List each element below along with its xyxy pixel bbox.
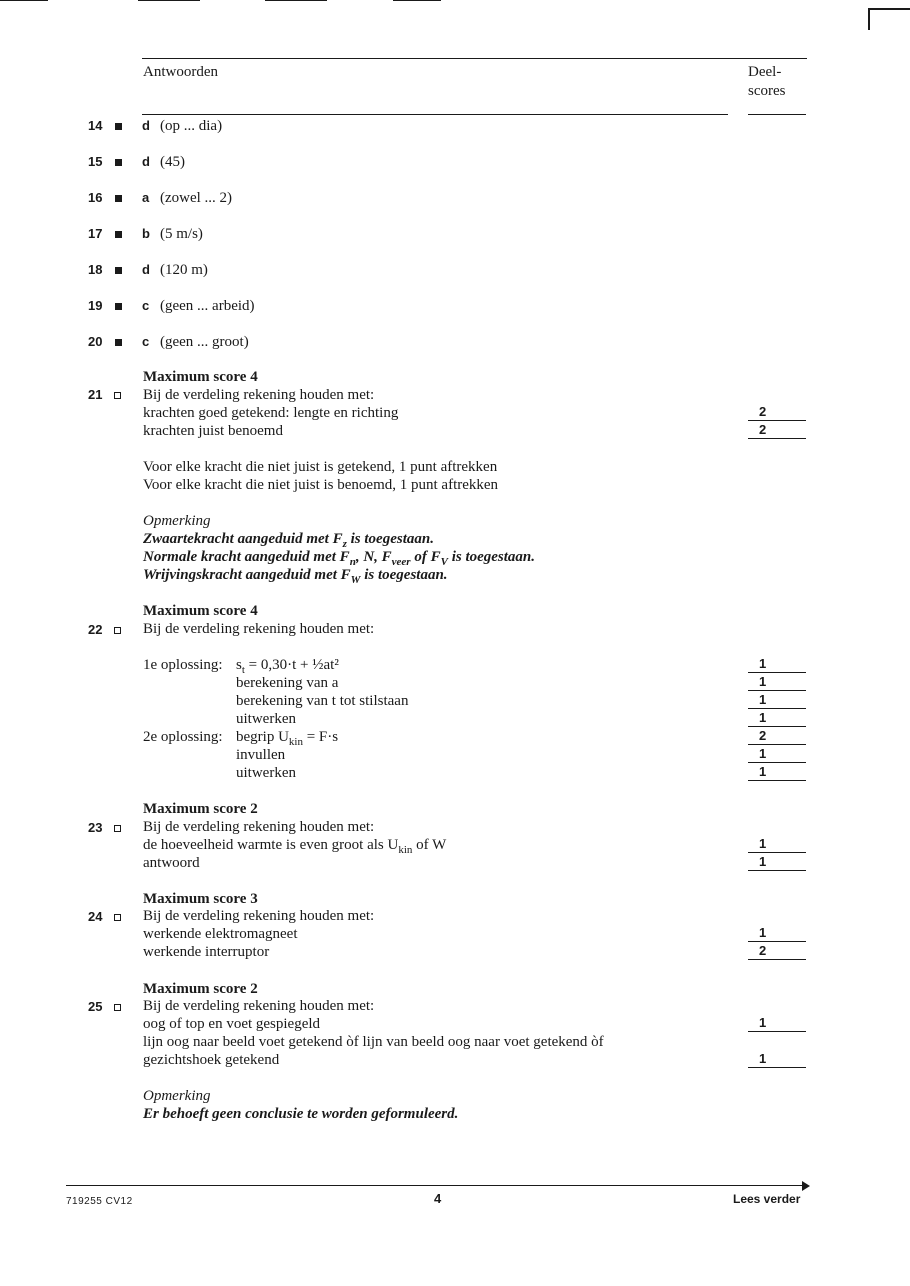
note-line: Normale kracht aangeduid met $F_n$, N, $F_{veer}$ of $F_V$ is toegestaan. [143, 549, 536, 568]
filled-square-icon [115, 195, 122, 202]
criteria-intro: Bij de verdeling rekening houden met: [143, 998, 375, 1014]
answer-letter: d [142, 154, 150, 169]
deduction-rule: Voor elke kracht die niet juist is getekend, 1 punt aftrekken [143, 459, 498, 475]
note-title: Opmerking [143, 513, 211, 529]
max-score-heading: Maximum score 2 [143, 801, 258, 817]
partial-score: 1 [748, 764, 806, 781]
partial-score: 1 [748, 746, 806, 763]
open-square-icon [114, 914, 121, 921]
mc-row [0, 117, 910, 135]
note-line: Er behoeft geen conclusie te worden geformuleerd. [143, 1106, 459, 1122]
criterion: werkende elektromagneet [143, 926, 298, 942]
partial-score: 1 [748, 836, 806, 853]
question-number: 14 [88, 118, 103, 133]
criterion: krachten goed getekend: lengte en richting [143, 405, 399, 421]
question-number: 15 [88, 154, 103, 169]
footer-rule [66, 1185, 804, 1186]
header-rule-bottom [748, 114, 806, 115]
max-score-heading: Maximum score 3 [143, 891, 258, 907]
answer-text: (op ... dia) [160, 118, 223, 134]
document-code: 719255 CV12 [66, 1196, 133, 1207]
max-score-heading: Maximum score 2 [143, 981, 258, 997]
answer-letter: b [142, 226, 150, 241]
partial-score: 1 [748, 656, 806, 673]
max-score-heading: Maximum score 4 [143, 603, 258, 619]
filled-square-icon [115, 267, 122, 274]
criterion: oog of top en voet gespiegeld [143, 1016, 321, 1032]
mc-row [0, 297, 910, 315]
mc-row [0, 153, 910, 171]
criterion: invullen [236, 747, 286, 763]
question-number: 16 [88, 190, 103, 205]
answer-text: (geen ... arbeid) [160, 298, 255, 314]
open-square-icon [114, 627, 121, 634]
filled-square-icon [115, 123, 122, 130]
partial-score: 1 [748, 674, 806, 691]
deduction-rule: Voor elke kracht die niet juist is benoemd, 1 punt aftrekken [143, 477, 499, 493]
filled-square-icon [115, 303, 122, 310]
partial-score: 1 [748, 925, 806, 942]
criterion: $s_t = 0,30\cdot t$ + ½at² [236, 657, 339, 676]
continue-label: Lees verder [733, 1192, 801, 1206]
column-header-answers: Antwoorden [143, 64, 218, 80]
arrow-right-icon [802, 1181, 810, 1191]
partial-score: 1 [748, 854, 806, 871]
partial-score: 1 [748, 710, 806, 727]
header-rule-top [142, 58, 807, 59]
question-number: 21 [88, 387, 103, 402]
top-mark [0, 0, 48, 1]
criterion: berekening van t tot stilstaan [236, 693, 409, 709]
answer-letter: c [142, 334, 150, 349]
criterion: werkende interruptor [143, 944, 270, 960]
mc-row [0, 225, 910, 243]
corner-mark [868, 8, 910, 30]
question-number: 25 [88, 999, 103, 1014]
answer-text: (5 m/s) [160, 226, 203, 242]
open-square-icon [114, 825, 121, 832]
question-number: 20 [88, 334, 103, 349]
question-number: 17 [88, 226, 103, 241]
partial-score: 2 [748, 943, 806, 960]
criterion: berekening van a [236, 675, 339, 691]
criteria-intro: Bij de verdeling rekening houden met: [143, 387, 375, 403]
question-number: 18 [88, 262, 103, 277]
criterion: uitwerken [236, 711, 296, 727]
answer-letter: d [142, 262, 150, 277]
column-header-scores: scores [748, 83, 786, 99]
answer-text: (geen ... groot) [160, 334, 249, 350]
criterion: antwoord [143, 855, 200, 871]
partial-score: 1 [748, 692, 806, 709]
filled-square-icon [115, 339, 122, 346]
criterion: gezichtshoek getekend [143, 1052, 280, 1068]
answer-text: (120 m) [160, 262, 208, 278]
note-line: Zwaartekracht aangeduid met $F_z$ is toegestaan. [143, 531, 434, 550]
criterion: lijn oog naar beeld voet getekend òf lijn van beeld oog naar voet getekend òf [143, 1034, 604, 1050]
criteria-intro: Bij de verdeling rekening houden met: [143, 621, 375, 637]
question-number: 23 [88, 820, 103, 835]
answer-letter: a [142, 190, 150, 205]
max-score-heading: Maximum score 4 [143, 369, 258, 385]
solution-label: 1e oplossing: [143, 657, 223, 673]
answer-letter: d [142, 118, 150, 133]
partial-score: 2 [748, 728, 806, 745]
note-title: Opmerking [143, 1088, 211, 1104]
top-mark [393, 0, 441, 1]
partial-score: 1 [748, 1015, 806, 1032]
note-line: Wrijvingskracht aangeduid met $F_W$ is toegestaan. [143, 567, 448, 586]
criterion: uitwerken [236, 765, 296, 781]
mc-row [0, 333, 910, 351]
criterion: krachten juist benoemd [143, 423, 283, 439]
partial-score: 2 [748, 422, 806, 439]
question-number: 19 [88, 298, 103, 313]
open-square-icon [114, 1004, 121, 1011]
mc-row [0, 261, 910, 279]
answer-letter: c [142, 298, 150, 313]
top-mark [138, 0, 200, 1]
criteria-intro: Bij de verdeling rekening houden met: [143, 908, 375, 924]
partial-score: 2 [748, 404, 806, 421]
open-square-icon [114, 392, 121, 399]
filled-square-icon [115, 231, 122, 238]
criterion: de hoeveelheid warmte is even groot als $U_{kin}$ of W [143, 837, 447, 856]
question-number: 24 [88, 909, 103, 924]
top-mark [265, 0, 327, 1]
partial-score: 1 [748, 1051, 806, 1068]
column-header-scores: Deel- [748, 64, 782, 80]
solution-label: 2e oplossing: [143, 729, 223, 745]
answer-text: (45) [160, 154, 185, 170]
page-number: 4 [434, 1191, 442, 1206]
filled-square-icon [115, 159, 122, 166]
mc-row [0, 189, 910, 207]
criterion: begrip $U_{kin} = F\cdot s$ [236, 729, 339, 748]
question-number: 22 [88, 622, 103, 637]
criteria-intro: Bij de verdeling rekening houden met: [143, 819, 375, 835]
answer-text: (zowel ... 2) [160, 190, 233, 206]
header-rule-bottom [142, 114, 728, 115]
